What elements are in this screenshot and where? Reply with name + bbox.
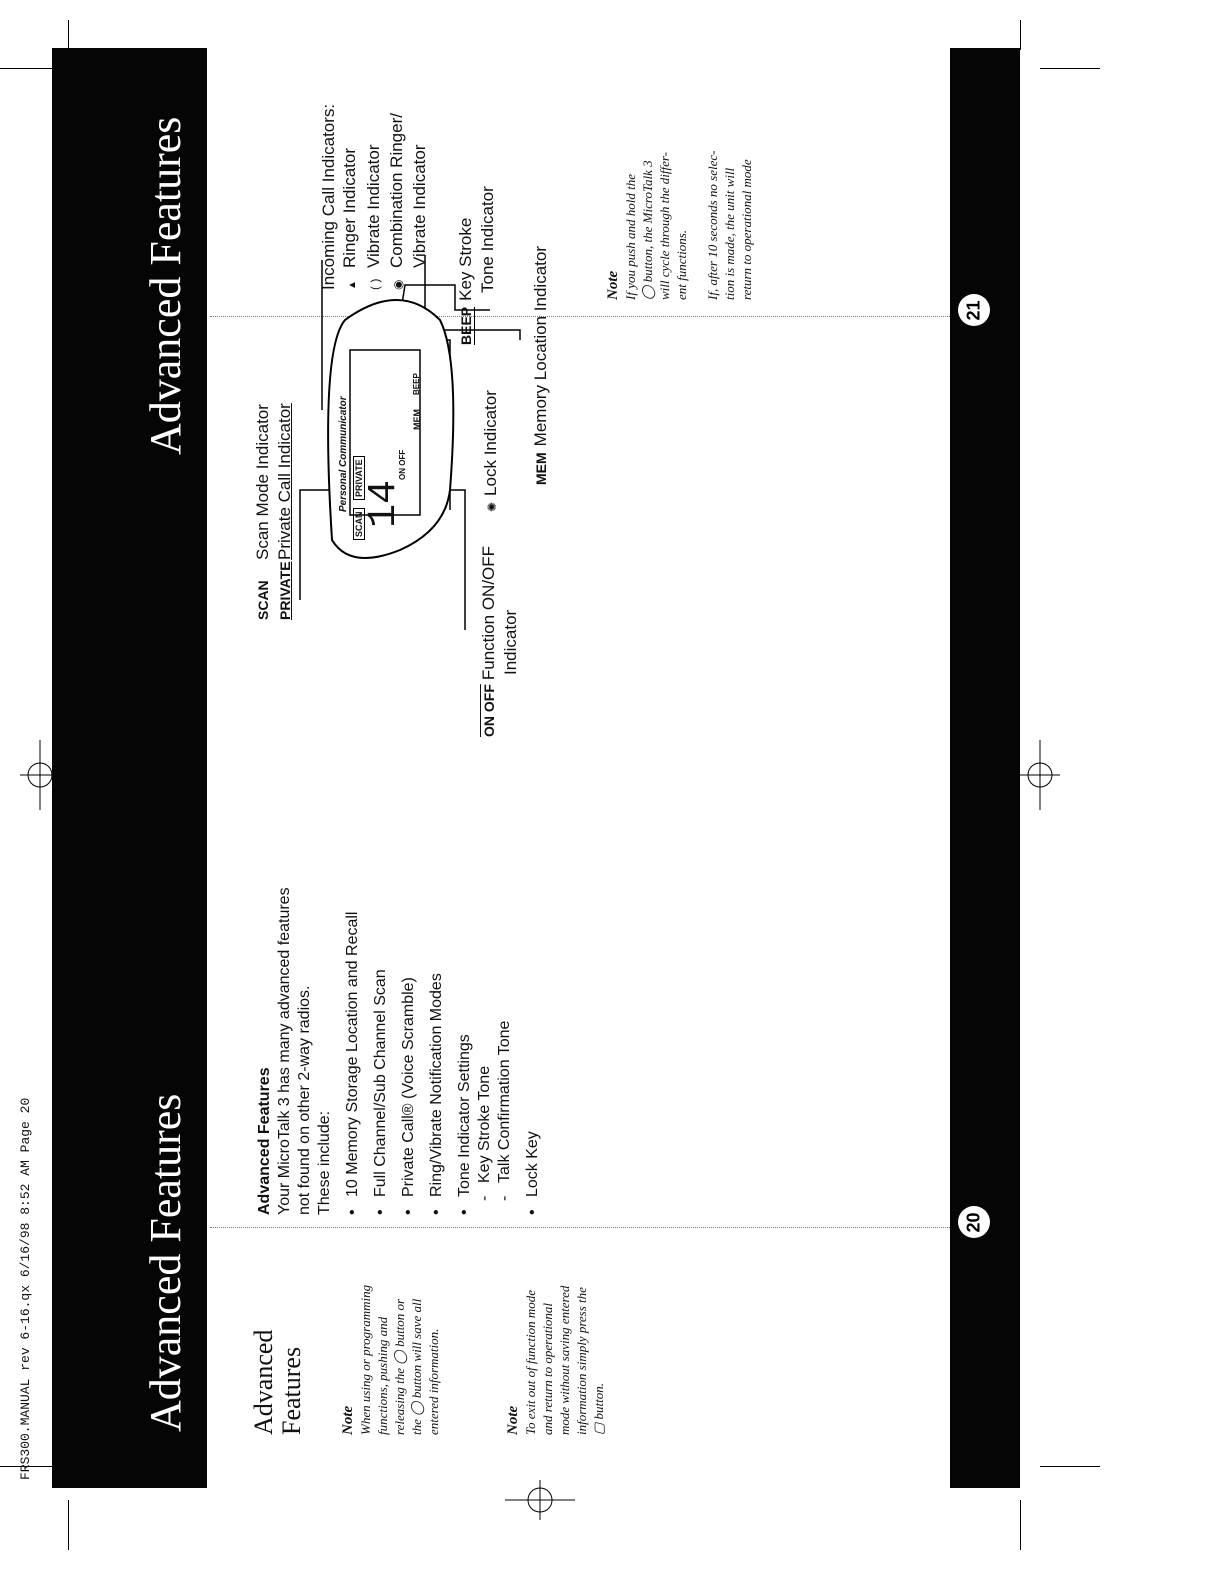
divider: [210, 1227, 950, 1228]
list-item: • 10 Memory Storage Location and Recall: [344, 911, 361, 1215]
lcd-onoff-indicator: ON OFF: [398, 449, 407, 480]
page-number-21: 21: [958, 294, 990, 326]
list-item: • Private Call® (Voice Scramble): [400, 977, 417, 1215]
list-item: - Talk Confirmation Tone: [496, 1020, 513, 1201]
list-item: • Ring/Vibrate Notification Modes: [428, 973, 445, 1215]
right-page-title: Advanced Features: [141, 116, 190, 455]
registration-mark-icon: [1020, 740, 1060, 810]
list-item: • Tone Indicator Settings: [456, 1034, 473, 1215]
incoming-call-indicators: Incoming Call Indicators: ▲Ringer Indicator ( )Vibrate Indicator ◉Combination Ringer/ Vibrate Indicator: [319, 103, 429, 290]
beep-label: BEEPKey Stroke Tone Indicator: [456, 186, 497, 345]
lock-icon: ✺: [485, 501, 499, 512]
header-stamp: FRS300.MANUAL rev 6-16.qx 6/16/98 8:52 AM Page 20: [18, 1097, 33, 1480]
right-note: Note If you push and hold the ◯ button, the MicroTalk 3 will cycle through the differ- ent functions. If, after 10 seconds no selec- tion is made, the unit will return to operational mode: [605, 150, 754, 300]
vibrate-icon: ( ): [368, 278, 382, 290]
crop-mark: [1040, 68, 1100, 69]
lcd-brand: Personal Communicator: [338, 396, 349, 512]
page-number-20: 20: [958, 1206, 990, 1238]
crop-mark: [1020, 1500, 1021, 1550]
crop-mark: [68, 1500, 69, 1550]
combination-icon: ◉: [391, 279, 405, 290]
crop-mark: [0, 68, 60, 69]
crop-mark: [68, 20, 69, 50]
lock-label: ✺Lock Indicator: [481, 390, 500, 512]
lcd-private-indicator: PRIVATE: [353, 456, 365, 500]
lcd-digits: 14: [362, 479, 407, 528]
crop-mark: [1020, 20, 1021, 50]
lcd-mem-indicator: MEM: [412, 409, 422, 430]
left-page-title: Advanced Features: [141, 1093, 190, 1432]
note-1: Note When using or programming functions, pushing and releasing the ◯ button or the ◯ button will save all entered information.: [340, 1284, 441, 1435]
side-heading: Advanced Features: [249, 1329, 306, 1435]
lcd-scan-indicator: SCAN: [353, 508, 365, 540]
ringer-icon: ▲: [347, 280, 358, 290]
onoff-label: ON OFFFunction ON/OFF Indicator: [479, 545, 520, 737]
list-item: • Full Channel/Sub Channel Scan: [372, 969, 389, 1215]
mem-label: MEMMemory Location Indicator: [531, 246, 550, 485]
features-text: Advanced Features Your MicroTalk 3 has many advanced features not found on other 2-way radios. These include: • 10 Memory Storage Location and Recall • Full Channel/Sub Channel Scan • Private Call® (Voice Scramble) • Ring/Vibrate Notification Modes • Tone Indicator Settings - Key Stroke Tone - Talk Confirmation Tone • Lock Key: [256, 887, 541, 1215]
list-item: • Lock Key: [524, 1131, 541, 1215]
lcd-beep-indicator: BEEP: [412, 373, 421, 395]
right-page-bar: [950, 48, 1020, 1488]
scan-label: SCANScan Mode Indicator PRIVATEPrivate Call Indicator: [253, 403, 294, 620]
crop-mark: [1040, 1466, 1100, 1467]
note-2: Note To exit out of function mode and return to operational mode without saving entered information simply press the ▢ button.: [505, 1285, 606, 1435]
list-item: - Key Stroke Tone: [476, 1065, 493, 1201]
registration-mark-icon: [505, 1480, 575, 1520]
